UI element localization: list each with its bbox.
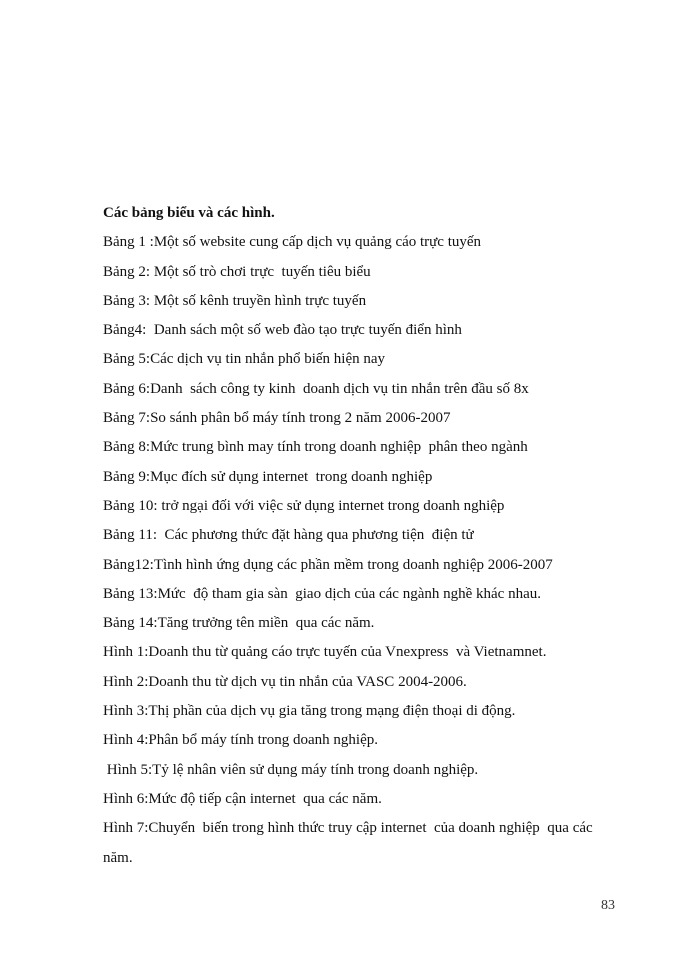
list-item-table-8: Bảng 8:Mức trung bình may tính trong doanh nghiệp phân theo ngành xyxy=(103,439,528,456)
list-item-table-13: Bảng 13:Mức độ tham gia sàn giao dịch của các ngành nghề khác nhau. xyxy=(103,585,541,602)
list-item-figure-4: Hình 4:Phân bổ máy tính trong doanh nghiệp. xyxy=(103,732,378,749)
list-item-table-4: Bảng4: Danh sách một số web đào tạo trực tuyến điển hình xyxy=(103,322,462,339)
list-item-figure-5: Hình 5:Tỷ lệ nhân viên sử dụng máy tính trong doanh nghiệp. xyxy=(103,761,479,778)
list-item-table-3: Bảng 3: Một số kênh truyền hình trực tuyến xyxy=(103,292,367,309)
list-item-table-5: Bảng 5:Các dịch vụ tin nhắn phổ biến hiện nay xyxy=(103,351,386,368)
section-heading: Các bảng biểu và các hình. xyxy=(103,205,275,221)
list-item-table-12: Bảng12:Tình hình ứng dụng các phần mềm trong doanh nghiệp 2006-2007 xyxy=(103,556,553,573)
list-item-figure-1: Hình 1:Doanh thu từ quảng cáo trực tuyến của Vnexpress và Vietnamnet. xyxy=(103,644,547,661)
list-item-table-2: Bảng 2: Một số trò chơi trực tuyến tiêu biểu xyxy=(103,263,371,280)
list-item-table-7: Bảng 7:So sánh phân bổ máy tính trong 2 năm 2006-2007 xyxy=(103,410,451,427)
page-number: 83 xyxy=(601,898,615,913)
list-item-figure-2: Hình 2:Doanh thu từ dịch vụ tin nhắn của VASC 2004-2006. xyxy=(103,673,467,690)
list-item-figure-6: Hình 6:Mức độ tiếp cận internet qua các năm. xyxy=(103,790,382,807)
list-of-tables-and-figures xyxy=(103,199,623,873)
list-item-table-14: Bảng 14:Tăng trưởng tên miền qua các năm. xyxy=(103,615,375,632)
list-item-table-9: Bảng 9:Mục đích sử dụng internet trong doanh nghiệp xyxy=(103,468,433,485)
entries-list xyxy=(103,228,623,873)
list-item-table-6: Bảng 6:Danh sách công ty kinh doanh dịch vụ tin nhắn trên đầu số 8x xyxy=(103,380,529,397)
list-item-table-10: Bảng 10: trở ngại đối với việc sử dụng internet trong doanh nghiệp xyxy=(103,497,505,514)
list-item-figure-7: Hình 7:Chuyển biến trong hình thức truy cập internet của doanh nghiệp qua các năm. xyxy=(103,820,597,866)
list-item-figure-3: Hình 3:Thị phần của dịch vụ gia tăng trong mạng điện thoại di động. xyxy=(103,703,516,720)
list-item-table-11: Bảng 11: Các phương thức đặt hàng qua phương tiện điện tử xyxy=(103,527,474,544)
list-item-table-1: Bảng 1 :Một số website cung cấp dịch vụ quảng cáo trực tuyến xyxy=(103,234,482,251)
